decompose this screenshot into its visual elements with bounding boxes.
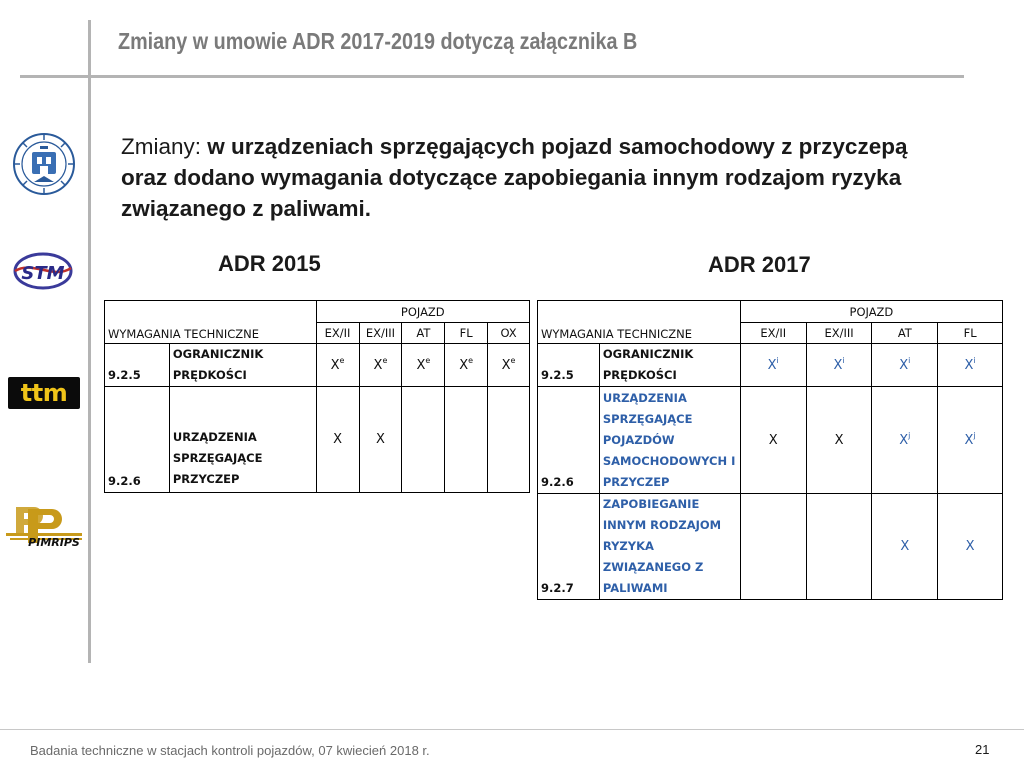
req-name-line: ZWIĄZANEGO Z [602,560,704,574]
col-header: AT [872,323,938,344]
col-header: EX/III [359,323,402,344]
req-code: 9.2.6 [538,387,600,494]
mark-sup: e [339,355,345,365]
req-code: 9.2.5 [105,344,170,387]
mark-cell [806,494,872,600]
mark-x: X [834,432,844,448]
mark-cell [806,387,872,494]
pimrips-logo [6,505,82,549]
mark-sup: e [382,355,388,365]
sitm-logo [12,250,74,292]
mark-cell [740,387,806,494]
svg-text:STM: STM [21,263,65,284]
mark-x: X [767,357,777,373]
footer-text: Badania techniczne w stacjach kontroli pojazdów, 07 kwiecień 2018 r. [30,743,430,758]
req-name-line: POJAZDÓW [602,432,675,447]
mark-x: X [501,357,511,373]
col-header: OX [488,323,530,344]
req-name-line: SPRZĘGAJĄCE [602,411,693,426]
mark-cell [938,387,1003,494]
mark-cell [806,344,872,387]
page-number: 21 [975,742,990,757]
mark-x: X [330,357,340,373]
intro-paragraph [121,131,921,224]
mark-cell [445,344,488,387]
req-name-line: RYZYKA [602,539,654,553]
mark-x: X [333,432,342,447]
mark-x: X [373,357,383,373]
req-name-line: PRZYCZEP [172,472,240,486]
mark-sup: i [842,355,845,365]
col-header: FL [938,323,1003,344]
pojazd-header: POJAZD [740,301,1002,323]
req-header-cell [538,301,741,344]
mark-x: X [900,539,910,554]
mark-sup: e [425,355,431,365]
table-row [538,494,1003,600]
mark-cell [316,387,359,493]
req-name [169,387,316,493]
req-name-line: OGRANICZNIK [172,347,264,361]
req-name [599,494,740,600]
mark-x: X [376,432,385,447]
mark-cell [740,344,806,387]
mark-sup: e [468,355,474,365]
vertical-divider [88,20,91,663]
mark-cell [359,344,402,387]
req-name-line: PALIWAMI [602,581,668,595]
col-header: EX/II [316,323,359,344]
req-header-cell [105,301,317,344]
mark-cell [402,387,445,493]
mark-cell [445,387,488,493]
heading-adr-2015: ADR 2015 [218,251,321,276]
intro-prefix: Zmiany: [121,134,208,159]
mark-cell [872,387,938,494]
adr-2017-table [537,300,1003,600]
col-header: EX/II [740,323,806,344]
mark-sup: j [973,430,976,440]
req-name [169,344,316,387]
req-name-line: PRĘDKOŚCI [602,368,677,382]
pojazd-header: POJAZD [316,301,529,323]
slide-title: Zmiany w umowie ADR 2017-2019 dotyczą załącznika B [118,28,638,54]
ttm-logo [8,377,80,409]
mark-x: X [899,357,909,373]
table-row [105,387,530,493]
req-name-line: URZĄDZENIA [172,430,257,444]
req-name-line: SPRZĘGAJĄCE [172,451,263,465]
req-name [599,344,740,387]
req-code: 9.2.7 [538,494,600,600]
mark-cell [402,344,445,387]
req-code: 9.2.6 [105,387,170,493]
svg-text:PIMRIPS: PIMRIPS [28,536,80,549]
mark-cell [938,494,1003,600]
mark-x: X [416,357,426,373]
table-row [105,344,530,387]
req-name [599,387,740,494]
mark-sup: j [908,430,911,440]
mark-x: X [965,539,975,554]
req-name-line: URZĄDZENIA [602,390,687,405]
university-seal-logo [12,132,76,196]
req-name-line: OGRANICZNIK [602,347,694,361]
mark-cell [938,344,1003,387]
req-name-line: PRZYCZEP [602,474,670,489]
table-row [538,344,1003,387]
mark-cell [740,494,806,600]
req-name-line: SAMOCHODOWYCH I [602,453,736,468]
mark-x: X [768,432,778,448]
adr-2015-table [104,300,530,493]
mark-sup: e [510,355,516,365]
mark-x: X [899,432,909,448]
req-header: WYMAGANIA TECHNICZNE [541,327,693,341]
mark-x: X [964,432,974,448]
mark-cell [316,344,359,387]
intro-bold-text: w urządzeniach sprzęgających pojazd samochodowy z przyczepą oraz dodano wymagania dotyczące zapobiegania innym rodzajom ryzyka związanego z paliwami. [121,134,908,221]
title-underline [20,75,964,78]
table-row [538,387,1003,494]
mark-cell [359,387,402,493]
req-name-line: ZAPOBIEGANIE [602,497,700,511]
req-code: 9.2.5 [538,344,600,387]
col-header: FL [445,323,488,344]
mark-x: X [459,357,469,373]
mark-x: X [964,357,974,373]
mark-cell [872,344,938,387]
mark-x: X [833,357,843,373]
mark-sup: i [908,355,911,365]
mark-sup: i [973,355,976,365]
ttm-logo-text: ttm [20,379,68,407]
mark-cell [488,387,530,493]
req-name-line: PRĘDKOŚCI [172,368,247,382]
col-header: AT [402,323,445,344]
req-name-line: INNYM RODZAJOM [602,518,722,532]
req-header: WYMAGANIA TECHNICZNE [108,327,260,341]
col-header: EX/III [806,323,872,344]
mark-cell [488,344,530,387]
heading-adr-2017: ADR 2017 [708,252,811,277]
mark-cell [872,494,938,600]
mark-sup: i [776,355,779,365]
footer-divider [0,729,1024,730]
